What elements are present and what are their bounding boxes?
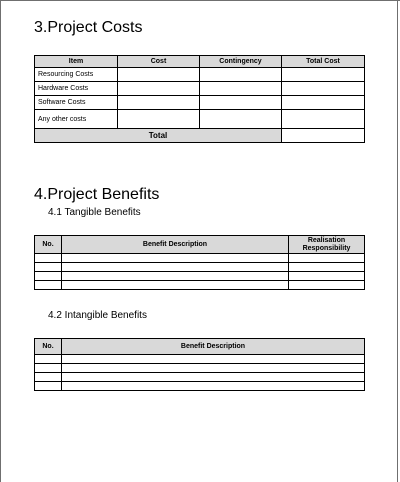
table-row [35,254,365,263]
page-top-edge [0,0,400,1]
cell-description[interactable] [62,364,365,373]
table-row [35,68,365,82]
cell-responsibility[interactable] [289,281,365,290]
table-row [35,355,365,364]
costs-header-row [35,56,365,68]
cell-contingency[interactable] [200,110,282,129]
cell-description[interactable] [62,254,289,263]
cell-responsibility[interactable] [289,272,365,281]
cell-description[interactable] [62,281,289,290]
table-row [35,272,365,281]
cell-no[interactable] [35,355,62,364]
table-row [35,382,365,391]
intangible-header-row [35,339,365,355]
cell-total-cost[interactable] [282,110,365,129]
column-header-no: No. [35,236,62,254]
subsection-heading-intangible: 4.2 Intangible Benefits [48,310,147,321]
table-row [35,82,365,96]
cell-no[interactable] [35,272,62,281]
cell-description[interactable] [62,373,365,382]
cell-no[interactable] [35,263,62,272]
table-row [35,96,365,110]
section-heading-costs: 3.Project Costs [34,19,143,36]
cell-responsibility[interactable] [289,263,365,272]
cell-description[interactable] [62,355,365,364]
tangible-benefits-table [34,235,365,290]
table-row [35,364,365,373]
cell-description[interactable] [62,382,365,391]
cell-contingency[interactable] [200,82,282,96]
cell-no[interactable] [35,254,62,263]
column-header-benefit-description: Benefit Description [62,236,289,254]
row-label-resourcing: Resourcing Costs [35,68,118,82]
cell-no[interactable] [35,382,62,391]
cell-contingency[interactable] [200,68,282,82]
column-header-contingency: Contingency [200,56,282,68]
column-header-no: No. [35,339,62,355]
intangible-benefits-table [34,338,365,391]
row-label-other: Any other costs [35,110,118,129]
tangible-header-row [35,236,365,254]
cell-cost[interactable] [118,110,200,129]
costs-total-row [35,129,365,143]
row-label-software: Software Costs [35,96,118,110]
column-header-total-cost: Total Cost [282,56,365,68]
cell-no[interactable] [35,281,62,290]
costs-table [34,55,365,143]
table-row [35,281,365,290]
cell-total-cost[interactable] [282,82,365,96]
cell-total-cost[interactable] [282,96,365,110]
total-label: Total [35,129,282,143]
table-row [35,263,365,272]
cell-no[interactable] [35,364,62,373]
table-row [35,110,365,129]
cell-cost[interactable] [118,96,200,110]
cell-responsibility[interactable] [289,254,365,263]
cell-grand-total[interactable] [282,129,365,143]
column-header-cost: Cost [118,56,200,68]
subsection-heading-tangible: 4.1 Tangible Benefits [48,207,141,218]
cell-description[interactable] [62,272,289,281]
cell-cost[interactable] [118,68,200,82]
cell-total-cost[interactable] [282,68,365,82]
column-header-item: Item [35,56,118,68]
cell-description[interactable] [62,263,289,272]
table-row [35,373,365,382]
column-header-realisation-responsibility: Realisation Responsibility [289,236,365,254]
cell-no[interactable] [35,373,62,382]
row-label-hardware: Hardware Costs [35,82,118,96]
cell-contingency[interactable] [200,96,282,110]
cell-cost[interactable] [118,82,200,96]
column-header-benefit-description: Benefit Description [62,339,365,355]
section-heading-benefits: 4.Project Benefits [34,186,160,203]
